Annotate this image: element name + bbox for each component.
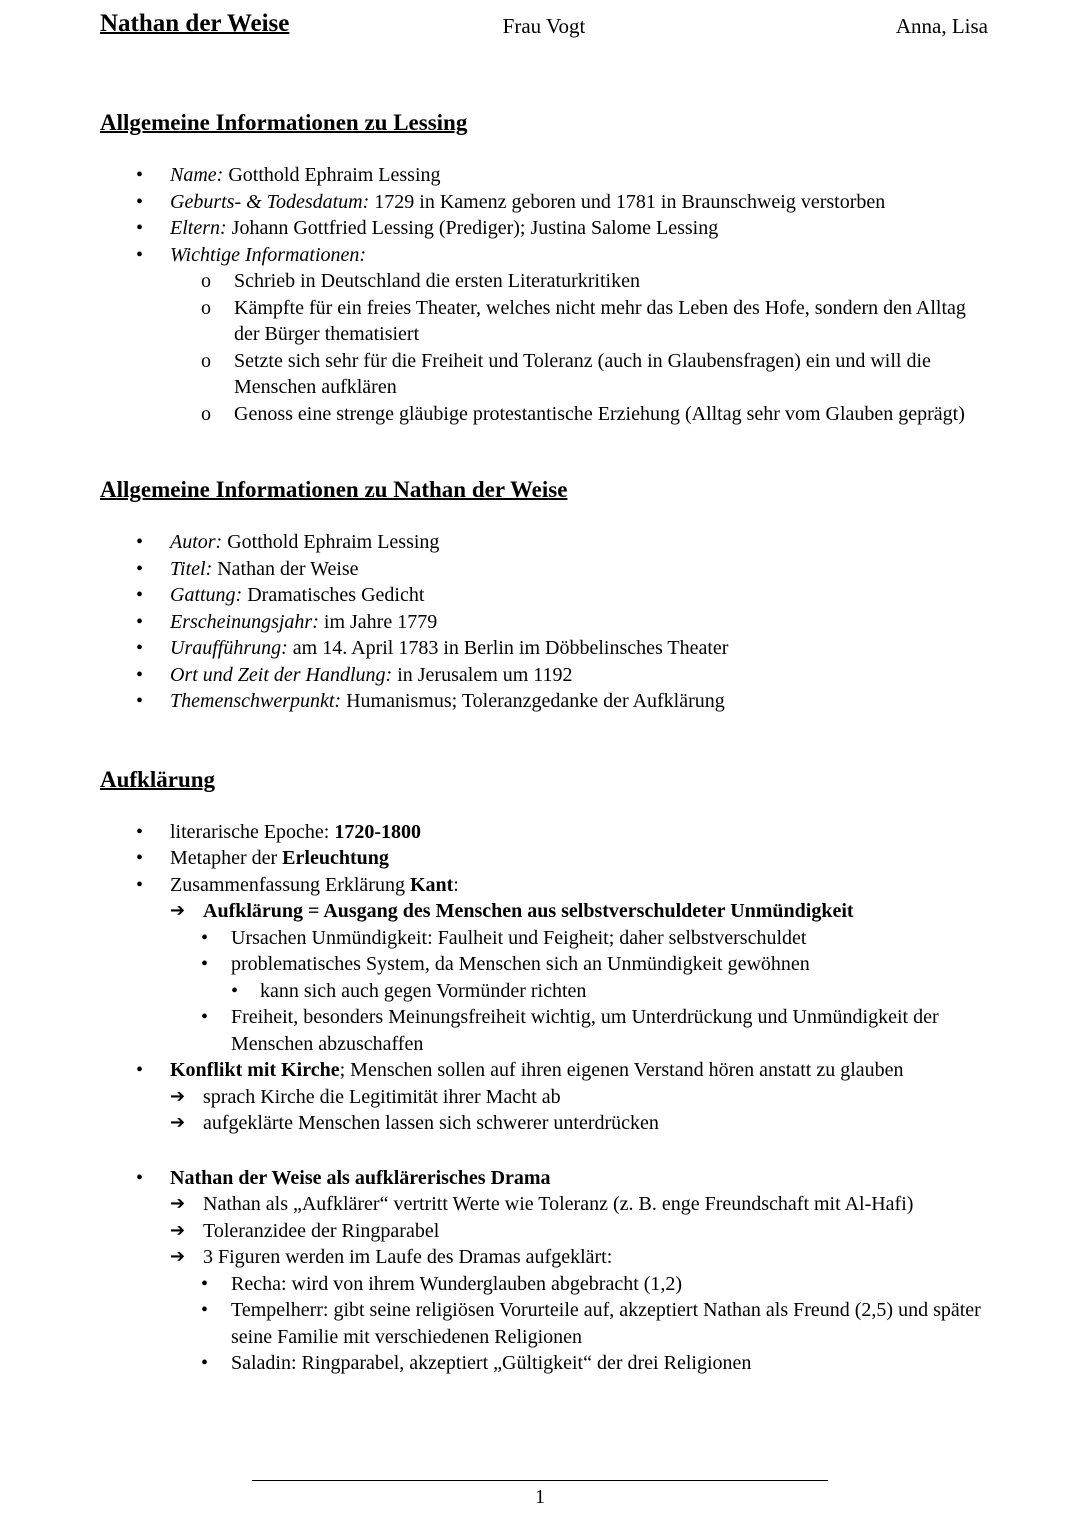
item-content <box>203 898 988 925</box>
section-heading-nathan: Allgemeine Informationen zu Nathan der Weise <box>100 477 568 502</box>
bullet-icon: • <box>136 584 144 606</box>
item-label: Themenschwerpunkt: <box>170 690 342 712</box>
item-text: Johann Gottfried Lessing (Prediger); Justina Salome Lessing <box>226 217 719 239</box>
item-content <box>170 582 988 609</box>
sub-list-item <box>201 268 988 295</box>
item-content <box>170 189 988 216</box>
item-text: Setzte sich sehr für die Freiheit und Toleranz (auch in Glaubensfragen) ein und will die Menschen aufklären <box>234 349 931 398</box>
item-text: Schrieb in Deutschland die ersten Literaturkritiken <box>234 270 640 292</box>
bullet-icon: • <box>136 847 144 869</box>
circle-bullet-icon: o <box>201 402 211 425</box>
document-header <box>100 10 988 44</box>
arrow-list-item <box>170 898 988 925</box>
item-text: kann sich auch gegen Vormünder richten <box>260 979 587 1002</box>
item-text: Genoss eine strenge gläubige protestantische Erziehung (Alltag sehr vom Glauben geprägt) <box>234 402 965 425</box>
arrow-icon: ➔ <box>170 1219 186 1241</box>
sub-list-item <box>201 1297 988 1350</box>
list-item <box>136 215 988 242</box>
item-text-bold: Aufklärung = Ausgang des Menschen aus selbstverschuldeter Unmündigkeit <box>203 900 854 922</box>
bullet-icon: • <box>136 610 144 633</box>
item-label: Uraufführung: <box>170 637 288 659</box>
footer-divider <box>252 1480 828 1481</box>
item-text: in Jerusalem um 1192 <box>392 663 573 686</box>
sub-list-item <box>201 1350 988 1377</box>
item-text: : <box>453 873 459 896</box>
arrow-icon: ➔ <box>170 900 186 921</box>
arrow-list-item <box>170 1244 988 1271</box>
item-text: Freiheit, besonders Meinungsfreiheit wichtig, um Unterdrückung und Unmündigkeit der Menschen abzuschaffen <box>231 1006 939 1055</box>
sub-list-item <box>201 1004 988 1057</box>
header-teacher-name: Frau Vogt <box>502 14 586 38</box>
list-item <box>136 845 988 872</box>
item-content <box>170 662 988 689</box>
item-content <box>170 242 988 269</box>
sub-sub-list-item <box>231 978 988 1005</box>
item-text: Dramatisches Gedicht <box>242 584 425 606</box>
item-text: sprach Kirche die Legitimität ihrer Macht ab <box>203 1085 561 1108</box>
bullet-icon: • <box>136 557 144 580</box>
item-text: am 14. April 1783 in Berlin im Döbbelinsches Theater <box>287 637 729 659</box>
item-content <box>170 635 988 662</box>
list-item <box>136 189 988 216</box>
bullet-icon: • <box>136 637 144 659</box>
arrow-icon: ➔ <box>170 1085 186 1107</box>
item-text: aufgeklärte Menschen lassen sich schwerer unterdrücken <box>203 1112 659 1134</box>
item-label: Eltern: <box>170 217 227 239</box>
blank-line-spacer <box>100 1137 988 1165</box>
item-text: Metapher der <box>170 847 283 869</box>
item-text: 3 Figuren werden im Laufe des Dramas aufgeklärt: <box>203 1246 613 1268</box>
item-text-bold: Erleuchtung <box>282 847 389 869</box>
item-text: Gotthold Ephraim Lessing <box>222 531 440 553</box>
header-author-name: Anna, Lisa <box>895 14 988 38</box>
list-item <box>136 556 988 583</box>
item-text: Kämpfte für ein freies Theater, welches nicht mehr das Leben des Hofe, sondern den Alltag der Bürger thematisiert <box>234 296 966 345</box>
bullet-icon: • <box>136 217 144 239</box>
bullet-icon: • <box>136 1166 144 1189</box>
list-item <box>136 872 988 899</box>
sub-list-item <box>201 401 988 428</box>
arrow-list-item <box>170 1110 988 1137</box>
circle-bullet-icon: o <box>201 296 211 319</box>
list-item <box>136 819 988 846</box>
item-text-bold: Nathan der Weise als aufklärerisches Drama <box>170 1166 551 1189</box>
document-title: Nathan der Weise <box>100 10 290 37</box>
circle-bullet-icon: o <box>201 270 211 292</box>
bullet-icon: • <box>201 926 209 949</box>
item-label: Ort und Zeit der Handlung: <box>170 663 393 686</box>
item-content <box>170 556 988 583</box>
bullet-icon: • <box>136 1059 144 1081</box>
circle-bullet-icon: o <box>201 349 211 372</box>
item-text: 1729 in Kamenz geboren und 1781 in Braunschweig verstorben <box>369 190 886 213</box>
item-content <box>170 529 988 556</box>
sub-list-item <box>201 295 988 348</box>
item-content <box>170 162 988 189</box>
item-content <box>170 688 988 715</box>
arrow-list-item <box>170 1218 988 1245</box>
item-label: Gattung: <box>170 584 243 606</box>
list-item <box>136 582 988 609</box>
arrow-icon: ➔ <box>170 1246 186 1267</box>
item-text: im Jahre 1779 <box>318 610 438 633</box>
item-content <box>170 819 988 846</box>
item-text: Nathan der Weise <box>212 557 359 580</box>
item-text: Recha: wird von ihrem Wunderglauben abgebracht (1,2) <box>231 1272 683 1295</box>
bullet-icon: • <box>136 243 144 266</box>
bullet-icon: • <box>136 164 144 186</box>
list-item <box>136 1165 988 1192</box>
list-item <box>136 662 988 689</box>
section-heading-aufklaerung: Aufklärung <box>100 766 216 792</box>
list-item <box>136 1057 988 1084</box>
list-item <box>136 609 988 636</box>
page-number: 1 <box>535 1486 545 1508</box>
bullet-icon: • <box>201 953 209 975</box>
bullet-icon: • <box>136 531 144 553</box>
bullet-icon: • <box>231 979 239 1002</box>
sub-list-item <box>201 348 988 401</box>
item-content <box>170 609 988 636</box>
bullet-icon: • <box>136 873 144 896</box>
list-item <box>136 162 988 189</box>
page-footer <box>0 1480 1080 1509</box>
item-label: Name: <box>170 164 224 186</box>
item-text-bold: 1720-1800 <box>334 820 422 843</box>
item-text: Tempelherr: gibt seine religiösen Vorurteile auf, akzeptiert Nathan als Freund (2,5) und später seine Familie mit verschiedenen Religionen <box>231 1299 981 1348</box>
section-heading-lessing: Allgemeine Informationen zu Lessing <box>100 110 468 135</box>
bullet-icon: • <box>136 820 144 843</box>
item-content <box>170 215 988 242</box>
item-label: Erscheinungsjahr: <box>170 610 319 633</box>
arrow-list-item <box>170 1191 988 1218</box>
item-text: Ursachen Unmündigkeit: Faulheit und Feigheit; daher selbstverschuldet <box>231 926 807 949</box>
sub-list-item <box>201 1271 988 1298</box>
item-text: Saladin: Ringparabel, akzeptiert „Gültigkeit“ der drei Religionen <box>231 1352 752 1374</box>
arrow-icon: ➔ <box>170 1193 186 1214</box>
item-content <box>170 872 988 899</box>
list-item <box>136 529 988 556</box>
item-label: Titel: <box>170 557 213 580</box>
item-text: Zusammenfassung Erklärung <box>170 873 410 896</box>
bullet-icon: • <box>201 1299 209 1321</box>
item-content <box>170 845 988 872</box>
item-label: Geburts- & Todesdatum: <box>170 190 370 213</box>
list-item <box>136 688 988 715</box>
sub-list-item <box>201 925 988 952</box>
item-text-bold: Kant <box>409 873 454 896</box>
item-label: Wichtige Informationen: <box>170 243 367 266</box>
bullet-icon: • <box>136 690 144 712</box>
bullet-icon: • <box>201 1006 209 1028</box>
item-content <box>170 1165 988 1192</box>
item-text: Gotthold Ephraim Lessing <box>223 164 441 186</box>
list-item <box>136 242 988 269</box>
item-text: literarische Epoche: <box>170 820 335 843</box>
item-text: Humanismus; Toleranzgedanke der Aufklärung <box>341 690 725 712</box>
item-label: Autor: <box>170 531 223 553</box>
list-item <box>136 635 988 662</box>
item-text: Nathan als „Aufklärer“ vertritt Werte wie Toleranz (z. B. enge Freundschaft mit Al-Hafi) <box>203 1193 914 1215</box>
item-text: Toleranzidee der Ringparabel <box>203 1219 440 1242</box>
bullet-icon: • <box>201 1272 209 1295</box>
item-text: ; Menschen sollen auf ihren eigenen Verstand hören anstatt zu glauben <box>339 1059 904 1081</box>
bullet-icon: • <box>136 190 144 213</box>
bullet-icon: • <box>201 1352 209 1374</box>
bullet-icon: • <box>136 663 144 686</box>
arrow-list-item <box>170 1084 988 1111</box>
item-content <box>170 1057 988 1084</box>
item-text-bold: Konflikt mit Kirche <box>170 1059 340 1081</box>
arrow-icon: ➔ <box>170 1112 186 1133</box>
sub-list-item <box>201 951 988 978</box>
item-text: problematisches System, da Menschen sich an Unmündigkeit gewöhnen <box>231 953 810 975</box>
